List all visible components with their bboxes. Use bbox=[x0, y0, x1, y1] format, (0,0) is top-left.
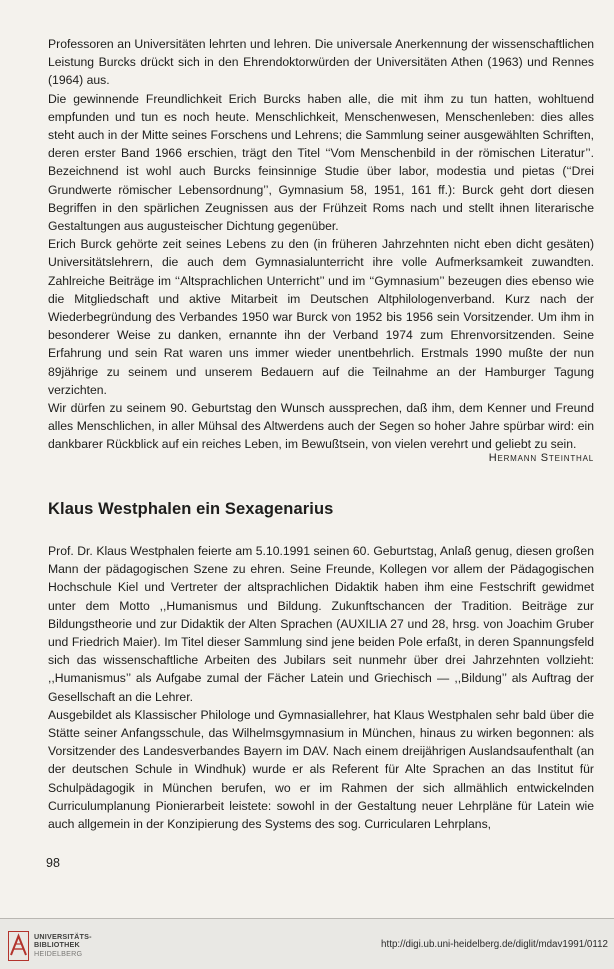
article1-paragraph: Erich Burck gehörte zeit seines Lebens zu den (in früheren Jahrzehnten nicht eben dicht gesäten) Universitätslehrern, die auch dem Gymnasialunterricht ihre volle Aufmerksamkeit zuwandten. Zahlreiche Beiträge im ‘‘Altsprachlichen Unterricht’’ und im ‘‘Gymnasium’’ bezeugen dies ebenso wie die Mitgliedschaft und aktive Mitarbeit im Deutschen Altphilologenverband. Kurz nach der Wiederbegründung des Verbandes 1950 war Burck von 1952 bis 1956 sein Vorsitzender. Um ihm in besonderer Weise zu danken, ernannte ihn der Verband 1974 zum Ehrenvorsitzenden. Seine Erfahrung und sein Rat waren uns immer wieder unentbehrlich. Erstmals 1990 mußte der nun 89jährige zu seinem und unserem Bedauern auf die Teilnahme an der Hamburger Tagung verzichten. bbox=[48, 237, 594, 397]
article2-paragraph: Prof. Dr. Klaus Westphalen feierte am 5.10.1991 seinen 60. Geburtstag, Anlaß genug, diesen großen Mann der pädagogischen Szene zu ehren. Seine Freunde, Kollegen vor allem der Pädagogischen Hochschule Kiel und Vertreter der altsprachlichen Didaktik haben ihm eine Festschrift gewidmet unter dem Motto ,,Humanismus und Bildung. Zukunftschancen der Tradition. Beiträge zur Bildungstheorie und zur Didaktik der Alten Sprachen (AUXILIA 27 und 28, hrsg. von Joachim Gruber und Friedrich Maier). Im Titel dieser Sammlung sind jene beiden Pole erfaßt, in deren Spannungsfeld sich das wissenschaftliche Arbeiten des Jubilars seit nunmehr über drei Jahrzehnten vollzieht: ,,Humanismus’’ als Aufgabe zumal der Fächer Latein und Griechisch — ,,Bildung’’ als Auftrag der Gesellschaft an die Lehrer. bbox=[48, 544, 594, 704]
article2-paragraph: Ausgebildet als Klassischer Philologe und Gymnasiallehrer, hat Klaus Westphalen sehr bald über die Stätte seiner Anfangsschule, das Wilhelmsgymnasium in München, hinaus zu wirken begonnen: als Vorsitzender des Landesverbandes Bayern im DAV. Nach einem dreijährigen Auslandsaufenthalt (an der deutschen Schule in Windhuk) wurde er als Referent für Alte Sprachen an das Institut für Schulpädagogik in München berufen, wo er im Rahmen der sich allmählich entwickelnden Curriculumplanung Pionierarbeit leistete: sowohl in der Gestaltung neuer Lehrpläne für Latein wie auch allgemein in der Konzipierung des Systems des sog. Curricularen Lehrplans, bbox=[48, 707, 594, 832]
article1-paragraph: Professoren an Universitäten lehrten und lehren. Die universale Anerkennung der wissenschaftlichen Leistung Burcks drückt sich in den Ehrendoktorwürden der Universitäten Athen (1963) und Rennes (1964) aus. bbox=[48, 37, 594, 88]
digitization-footer bbox=[0, 918, 614, 969]
article1-paragraph: Die gewinnende Freundlichkeit Erich Burcks haben alle, die mit ihm zu tun hatten, wohltuend empfunden und tun es noch heute. Menschlichkeit, Menschenwesen, Menschenleben: dies alles steht auch in der Mitte seines Forschens und Lehrens; die Sammlung seiner ausgewählten Schriften, deren erster Band 1966 erschien, trägt den Titel ‘‘Vom Menschenbild in der römischen Literatur’’. Bezeichnend ist wohl auch Burcks feinsinnige Studie über labor, modestia und pietas (‘‘Drei Grundwerte römischer Lebensordnung’’, Gymnasium 58, 1951, 161 ff.): Burck geht dort diesen Begriffen in den spärlichen Zeugnissen aus der Frühzeit Roms nach und stellt ihnen literarische Gestaltungen aus augusteischer Dichtung gegenüber. bbox=[48, 91, 594, 234]
article1-body bbox=[48, 35, 594, 454]
page-number: 98 bbox=[46, 856, 60, 870]
library-line-2: BIBLIOTHEK bbox=[34, 940, 80, 950]
permalink-url[interactable]: http://digi.ub.uni-heidelberg.de/diglit/mdav1991/0112 bbox=[381, 939, 608, 950]
library-line-3: HEIDELBERG bbox=[34, 948, 83, 958]
library-name bbox=[34, 933, 92, 958]
library-logo-icon bbox=[8, 931, 29, 961]
article2-title: Klaus Westphalen ein Sexagenarius bbox=[48, 500, 334, 518]
article1-paragraph: Wir dürfen zu seinem 90. Geburtstag den Wunsch aussprechen, daß ihm, dem Kenner und Freund alles Menschlichen, in aller Mühsal des Altwerdens auch der Segen so hoher Jahre spürbar wird: ein dankbarer Rückblick auf ein reiches Leben, im Bewußtsein, von vielen verehrt und geliebt zu sein. bbox=[48, 401, 594, 452]
article2-body bbox=[48, 542, 594, 833]
library-line-1: UNIVERSITÄTS- bbox=[34, 932, 92, 941]
author-signature: Hermann Steinthal bbox=[488, 452, 594, 464]
